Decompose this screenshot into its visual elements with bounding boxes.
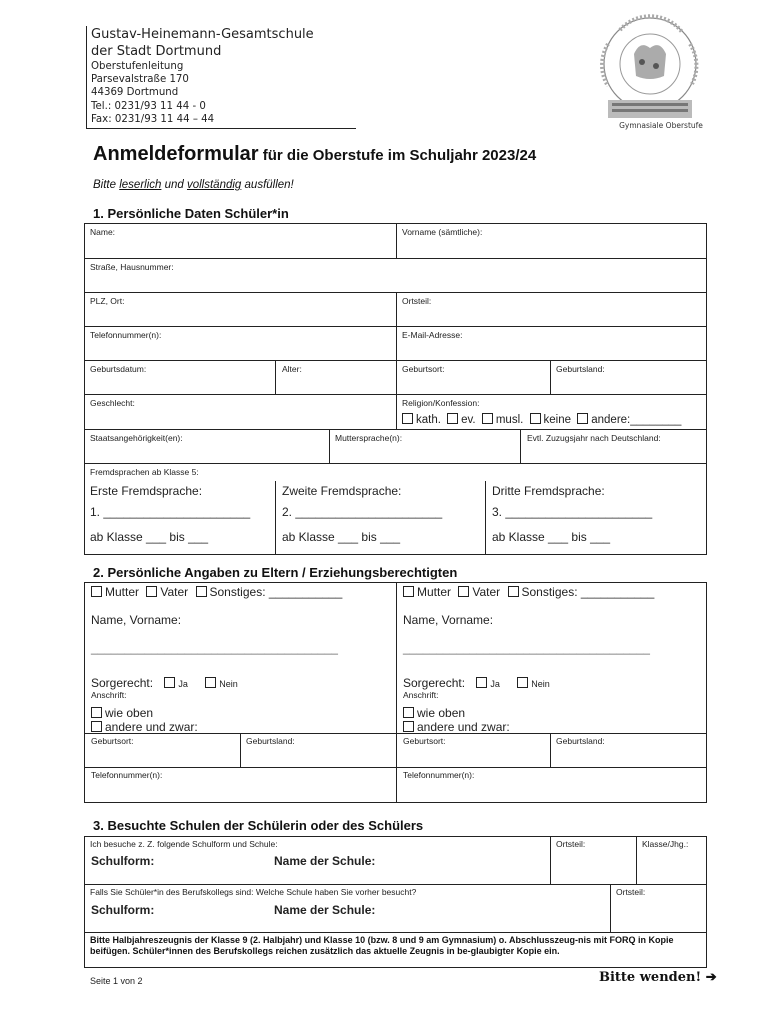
option-keine-label: keine: [543, 414, 572, 426]
parent2-role-options: [403, 585, 654, 599]
parent2-anschrift-label: Anschrift:: [403, 690, 439, 700]
intro-word-leserlich: leserlich: [119, 179, 162, 191]
parent1-telefon-label: Telefonnummer(n):: [91, 770, 163, 780]
parent1-ja-label: Ja: [178, 679, 188, 689]
checkbox-parent1-andere[interactable]: [91, 721, 102, 732]
option-musl-label: musl.: [495, 414, 524, 426]
option-kath-label: kath.: [416, 414, 441, 426]
section3-heading: 3. Besuchte Schulen der Schülerin oder des Schülers: [93, 818, 424, 833]
parent1-geburtsort-label: Geburtsort:: [91, 736, 134, 746]
checkbox-parent2-sonstiges[interactable]: [508, 586, 519, 597]
parent1-sorgerecht-label: Sorgerecht:: [91, 676, 154, 690]
parent2-vater-label: Vater: [472, 585, 501, 599]
label-dritte-fs: Dritte Fremdsprache:: [492, 484, 605, 498]
parent2-sonstiges-label: Sonstiges: ___________: [521, 585, 655, 599]
parent2-name-field[interactable]: _____________________________________: [403, 641, 650, 655]
field-erste-fs-klasse[interactable]: ab Klasse ___ bis ___: [90, 530, 209, 544]
intro-part1: Bitte: [93, 179, 120, 191]
page-number: Seite 1 von 2: [90, 976, 143, 986]
label-plz-ort: PLZ, Ort:: [90, 296, 125, 306]
title-rest: für die Oberstufe im Schuljahr 2023/24: [258, 147, 537, 164]
label-fremdsprachen: Fremdsprachen ab Klasse 5:: [90, 467, 199, 477]
checkbox-parent1-mutter[interactable]: [91, 586, 102, 597]
parent1-name-field[interactable]: _____________________________________: [91, 641, 338, 655]
intro-word-vollstaendig: vollständig: [186, 179, 242, 191]
parent2-andere: [403, 720, 510, 734]
label-staatsangehoerigkeit: Staatsangehörigkeit(en):: [90, 433, 183, 443]
parent1-sorgerecht: [91, 676, 238, 690]
tel-line: Tel.: 0231/93 11 44 - 0: [91, 100, 206, 112]
zeugnis-note: Bitte Halbjahreszeugnis der Klasse 9 (2. Halbjahr) und Klasse 10 (bzw. 8 und 9 am Gymnasium) o. Abschlusszeug-nis mit FORQ in Kopie beifügen. Schüler*innen des Berufskollegs reichen zusätzlich das aktuelle Zeugnis in be-glaubigter Kopie ein.: [90, 935, 674, 956]
label-strasse: Straße, Hausnummer:: [90, 262, 174, 272]
label-zweite-fs: Zweite Fremdsprache:: [282, 484, 402, 498]
parent1-andere: [91, 720, 198, 734]
checkbox-parent2-sorgerecht-ja[interactable]: [476, 677, 487, 688]
parent2-nein-label: Nein: [531, 679, 550, 689]
parent1-geburtsland-label: Geburtsland:: [246, 736, 295, 746]
label-zuzugsjahr: Evtl. Zuzugsjahr nach Deutschland:: [527, 433, 661, 443]
checkbox-andere[interactable]: [577, 413, 588, 424]
field-dritte-fs[interactable]: 3. ______________________: [492, 505, 653, 519]
parent1-nein-label: Nein: [219, 679, 238, 689]
seal-caption: Gymnasiale Oberstufe: [619, 121, 703, 130]
checkbox-parent2-andere[interactable]: [403, 721, 414, 732]
parent2-sorgerecht: [403, 676, 550, 690]
parent2-geburtsort-label: Geburtsort:: [403, 736, 446, 746]
option-ev-label: ev.: [461, 414, 476, 426]
parent1-vater-label: Vater: [160, 585, 189, 599]
parent1-anschrift-label: Anschrift:: [91, 690, 127, 700]
turn-page-hint: Bitte wenden! ➔: [599, 970, 717, 985]
label-schulform-2: Schulform:: [91, 903, 155, 917]
section2-heading: 2. Persönliche Angaben zu Eltern / Erziehungsberechtigten: [93, 565, 458, 580]
school-name-line2: der Stadt Dortmund: [91, 44, 222, 59]
checkbox-parent1-vater[interactable]: [146, 586, 157, 597]
school-name-line1: Gustav-Heinemann-Gesamtschule: [91, 27, 314, 42]
label-klasse-jhg: Klasse/Jhg.:: [642, 839, 689, 849]
checkbox-kath[interactable]: [402, 413, 413, 424]
field-zweite-fs[interactable]: 2. ______________________: [282, 505, 443, 519]
checkbox-musl[interactable]: [482, 413, 493, 424]
section1-heading: 1. Persönliche Daten Schüler*in: [93, 206, 289, 221]
parent2-andere-label: andere und zwar:: [417, 720, 510, 734]
field-zweite-fs-klasse[interactable]: ab Klasse ___ bis ___: [282, 530, 401, 544]
label-schulform-1: Schulform:: [91, 854, 155, 868]
fax-line: Fax: 0231/93 11 44 – 44: [91, 113, 215, 125]
label-alter: Alter:: [282, 364, 302, 374]
label-email: E-Mail-Adresse:: [402, 330, 463, 340]
checkbox-parent2-mutter[interactable]: [403, 586, 414, 597]
intro-part2: und: [161, 179, 187, 191]
parent1-name-label: Name, Vorname:: [91, 613, 182, 627]
label-geburtsort: Geburtsort:: [402, 364, 445, 374]
option-andere-label: andere:________: [591, 414, 682, 426]
label-erste-fs: Erste Fremdsprache:: [90, 484, 203, 498]
label-geburtsland: Geburtsland:: [556, 364, 605, 374]
label-religion: Religion/Konfession:: [402, 398, 480, 408]
label-besuchte-schule: Ich besuche z. Z. folgende Schulform und Schule:: [90, 839, 278, 849]
checkbox-parent1-sonstiges[interactable]: [196, 586, 207, 597]
label-ortsteil: Ortsteil:: [402, 296, 432, 306]
label-geschlecht: Geschlecht:: [90, 398, 135, 408]
checkbox-ev[interactable]: [447, 413, 458, 424]
intro-part3: ausfüllen!: [241, 179, 294, 191]
parent2-telefon-label: Telefonnummer(n):: [403, 770, 475, 780]
title-main: Anmeldeformular: [93, 143, 259, 165]
label-vorname: Vorname (sämtliche):: [402, 227, 483, 237]
checkbox-parent1-wie-oben[interactable]: [91, 707, 102, 718]
checkbox-keine[interactable]: [530, 413, 541, 424]
label-muttersprache: Muttersprache(n):: [335, 433, 403, 443]
parent2-mutter-label: Mutter: [417, 585, 452, 599]
checkbox-parent2-wie-oben[interactable]: [403, 707, 414, 718]
field-erste-fs[interactable]: 1. ______________________: [90, 505, 251, 519]
label-ortsteil-schule: Ortsteil:: [556, 839, 586, 849]
street-line: Parsevalstraße 170: [91, 74, 189, 86]
city-line: 44369 Dortmund: [91, 87, 179, 99]
label-name-schule-1: Name der Schule:: [274, 854, 376, 868]
parent1-andere-label: andere und zwar:: [105, 720, 198, 734]
parent1-wie-oben: [91, 706, 153, 720]
parent1-sonstiges-label: Sonstiges: ___________: [209, 585, 343, 599]
label-ortsteil-vorher: Ortsteil:: [616, 887, 646, 897]
page-title: [93, 143, 536, 166]
parent2-ja-label: Ja: [490, 679, 500, 689]
label-berufskolleg: Falls Sie Schüler*in des Berufskollegs sind: Welche Schule haben Sie vorher besucht?: [90, 887, 417, 897]
label-name-schule-2: Name der Schule:: [274, 903, 376, 917]
parent2-wie-oben: [403, 706, 465, 720]
religion-options: [402, 413, 681, 426]
parent1-wie-oben-label: wie oben: [105, 706, 154, 720]
field-dritte-fs-klasse[interactable]: ab Klasse ___ bis ___: [492, 530, 611, 544]
parent2-name-label: Name, Vorname:: [403, 613, 494, 627]
checkbox-parent2-vater[interactable]: [458, 586, 469, 597]
intro-text: [93, 179, 294, 191]
parent1-role-options: [91, 585, 342, 599]
parent1-mutter-label: Mutter: [105, 585, 140, 599]
parent2-wie-oben-label: wie oben: [417, 706, 466, 720]
checkbox-parent1-sorgerecht-nein[interactable]: [205, 677, 216, 688]
checkbox-parent1-sorgerecht-ja[interactable]: [164, 677, 175, 688]
label-name: Name:: [90, 227, 116, 237]
checkbox-parent2-sorgerecht-nein[interactable]: [517, 677, 528, 688]
label-geburtsdatum: Geburtsdatum:: [90, 364, 147, 374]
parent2-sorgerecht-label: Sorgerecht:: [403, 676, 466, 690]
label-telefon: Telefonnummer(n):: [90, 330, 162, 340]
school-address-block: [86, 26, 356, 129]
school-seal-logo: [590, 14, 710, 126]
parent2-geburtsland-label: Geburtsland:: [556, 736, 605, 746]
dept-line: Oberstufenleitung: [91, 61, 184, 72]
